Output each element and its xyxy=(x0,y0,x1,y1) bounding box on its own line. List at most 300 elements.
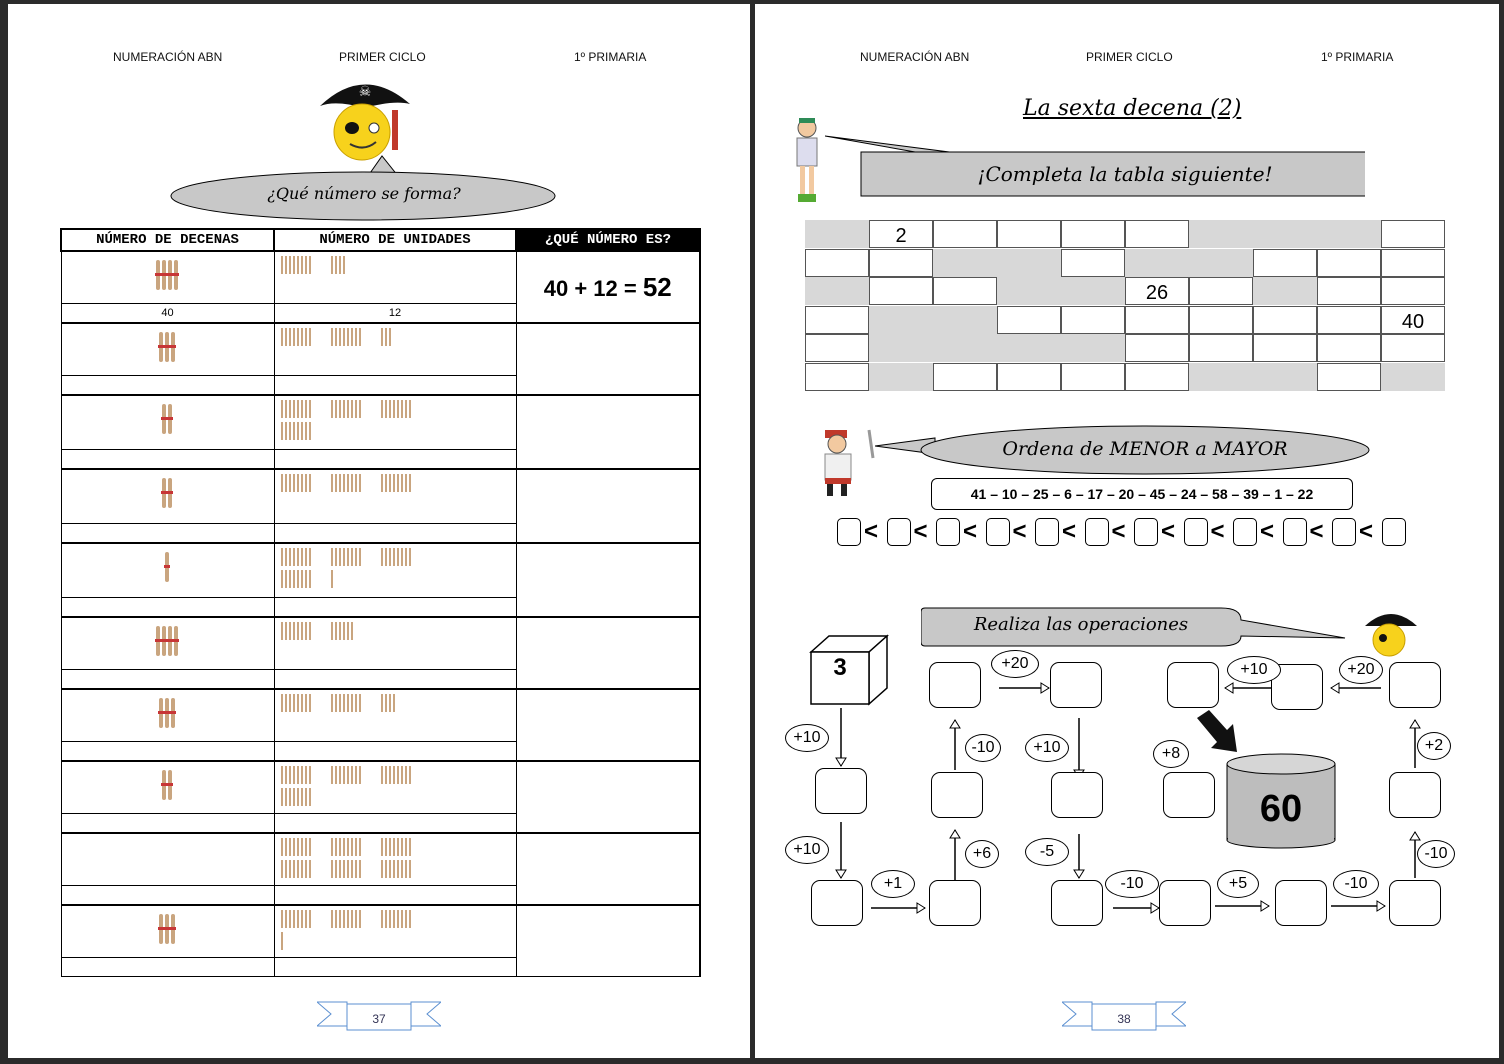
grid-cell xyxy=(997,334,1061,362)
ten-stick-icon xyxy=(162,478,166,508)
unit-stick-icon xyxy=(309,910,311,928)
grid-cell[interactable] xyxy=(869,277,933,305)
ten-stick-icon xyxy=(174,260,178,290)
operation-box[interactable] xyxy=(931,772,983,818)
unit-stick-icon xyxy=(397,766,399,784)
unit-stick-icon xyxy=(343,474,345,492)
units-write-line[interactable] xyxy=(275,449,516,468)
unit-stick-icon xyxy=(305,910,307,928)
unit-stick-icon xyxy=(339,694,341,712)
svg-text:☠: ☠ xyxy=(358,83,372,99)
unit-stick-icon xyxy=(331,910,333,928)
units-cell xyxy=(274,251,516,323)
unit-stick-icon xyxy=(389,474,391,492)
units-cell xyxy=(274,689,516,761)
grid-cell[interactable] xyxy=(1381,334,1445,362)
unit-stick-icon xyxy=(331,328,333,346)
arrow-head xyxy=(950,720,960,728)
tens-write-line[interactable] xyxy=(62,375,274,394)
unit-stick-icon xyxy=(347,838,349,856)
unit-stick-icon xyxy=(393,860,395,878)
tens-cell xyxy=(61,469,274,543)
unit-stick-icon xyxy=(331,400,333,418)
units-write-line[interactable] xyxy=(275,669,516,688)
operation-label: -10 xyxy=(965,734,1001,762)
unit-stick-icon xyxy=(331,570,333,588)
less-than-sign: < xyxy=(864,518,879,545)
unit-stick-icon xyxy=(297,838,299,856)
grid-cell[interactable] xyxy=(1061,306,1125,334)
grid-cell[interactable] xyxy=(1125,363,1189,391)
operation-box[interactable] xyxy=(1167,662,1219,708)
operation-box[interactable] xyxy=(815,768,867,814)
ten-stick-icon xyxy=(156,260,160,290)
unit-stick-icon xyxy=(343,694,345,712)
operation-label: +10 xyxy=(1227,656,1281,684)
operation-box[interactable] xyxy=(1051,880,1103,926)
grid-cell xyxy=(1061,277,1125,305)
unit-stick-icon xyxy=(351,860,353,878)
grid-cell[interactable] xyxy=(1317,249,1381,277)
unit-stick-icon xyxy=(339,400,341,418)
unit-stick-icon xyxy=(305,570,307,588)
unit-stick-icon xyxy=(335,838,337,856)
unit-stick-icon xyxy=(301,910,303,928)
unit-stick-icon xyxy=(289,788,291,806)
operation-box[interactable] xyxy=(929,880,981,926)
operation-label: +1 xyxy=(871,870,915,898)
unit-stick-icon xyxy=(297,548,299,566)
unit-stick-icon xyxy=(397,860,399,878)
unit-stick-icon xyxy=(297,622,299,640)
header-center: PRIMER CICLO xyxy=(339,50,426,64)
unit-stick-icon xyxy=(289,910,291,928)
unit-stick-icon xyxy=(347,910,349,928)
order-input-box[interactable] xyxy=(837,518,861,546)
unit-stick-icon xyxy=(297,328,299,346)
operation-box[interactable] xyxy=(811,880,863,926)
order-input-box[interactable] xyxy=(986,518,1010,546)
order-input-box[interactable] xyxy=(1233,518,1257,546)
unit-stick-icon xyxy=(339,766,341,784)
operation-label: -10 xyxy=(1417,840,1455,868)
ten-stick-icon xyxy=(168,478,172,508)
instruction-operations: Realiza las operaciones xyxy=(973,614,1189,635)
answer-cell[interactable] xyxy=(516,833,700,905)
unit-stick-icon xyxy=(355,910,357,928)
grid-cell xyxy=(1189,363,1253,391)
grid-cell[interactable] xyxy=(1125,306,1189,334)
unit-stick-icon xyxy=(385,838,387,856)
ten-stick-icon xyxy=(171,914,175,944)
unit-stick-icon xyxy=(293,910,295,928)
unit-stick-icon xyxy=(381,860,383,878)
unit-stick-icon xyxy=(347,474,349,492)
unit-stick-icon xyxy=(289,422,291,440)
operation-label: +8 xyxy=(1153,740,1189,768)
arrow-head xyxy=(1261,901,1269,911)
answer-cell[interactable] xyxy=(516,469,700,543)
units-write-line[interactable] xyxy=(275,813,516,832)
grid-cell xyxy=(1317,220,1381,248)
grid-cell[interactable] xyxy=(869,249,933,277)
speech-bubble-text: ¿Qué número se forma? xyxy=(267,184,461,203)
page-number: 38 xyxy=(1117,1012,1131,1026)
unit-stick-icon xyxy=(331,838,333,856)
unit-stick-icon xyxy=(351,328,353,346)
grid-cell[interactable] xyxy=(997,306,1061,334)
unit-stick-icon xyxy=(389,766,391,784)
unit-stick-icon xyxy=(301,422,303,440)
unit-stick-icon xyxy=(397,400,399,418)
unit-stick-icon xyxy=(281,694,283,712)
grid-cell[interactable] xyxy=(1381,277,1445,305)
grid-cell xyxy=(997,249,1061,277)
unit-stick-icon xyxy=(301,548,303,566)
unit-stick-icon xyxy=(309,694,311,712)
answer-cell xyxy=(516,251,700,323)
tens-cell xyxy=(61,833,274,905)
unit-stick-icon xyxy=(301,838,303,856)
unit-stick-icon xyxy=(335,400,337,418)
table-row xyxy=(61,469,700,543)
operation-label: +6 xyxy=(965,840,999,868)
unit-stick-icon xyxy=(359,400,361,418)
unit-stick-icon xyxy=(309,328,311,346)
col-answer-header: ¿QUÉ NÚMERO ES? xyxy=(516,229,700,251)
unit-stick-icon xyxy=(339,910,341,928)
unit-stick-icon xyxy=(389,328,391,346)
grid-cell[interactable]: 2 xyxy=(869,220,933,248)
header-left: NUMERACIÓN ABN xyxy=(113,50,223,64)
operation-box[interactable] xyxy=(1389,662,1441,708)
units-write-line[interactable] xyxy=(275,597,516,616)
grid-cell[interactable] xyxy=(1317,334,1381,362)
units-write-line[interactable] xyxy=(275,741,516,760)
unit-stick-icon xyxy=(397,548,399,566)
unit-stick-icon xyxy=(335,910,337,928)
unit-stick-icon xyxy=(293,570,295,588)
unit-stick-icon xyxy=(385,766,387,784)
unit-stick-icon xyxy=(331,622,333,640)
arrow-head xyxy=(1410,832,1420,840)
unit-stick-icon xyxy=(385,910,387,928)
operation-label: +5 xyxy=(1217,870,1259,898)
units-write-line[interactable] xyxy=(275,523,516,542)
grid-cell[interactable] xyxy=(1317,306,1381,334)
unit-stick-icon xyxy=(285,256,287,274)
operation-box[interactable] xyxy=(1050,662,1102,708)
units-label: 12 xyxy=(275,303,516,322)
unit-stick-icon xyxy=(381,766,383,784)
operation-box[interactable] xyxy=(1051,772,1103,818)
grid-cell[interactable] xyxy=(1189,277,1253,305)
unit-stick-icon xyxy=(351,400,353,418)
less-than-sign: < xyxy=(1309,518,1324,545)
unit-stick-icon xyxy=(405,860,407,878)
grid-cell[interactable] xyxy=(997,363,1061,391)
operation-box[interactable] xyxy=(1159,880,1211,926)
unit-stick-icon xyxy=(301,788,303,806)
operation-label: +20 xyxy=(1339,656,1383,684)
grid-cell[interactable] xyxy=(1061,220,1125,248)
ten-stick-icon xyxy=(168,626,172,656)
ten-stick-icon xyxy=(168,404,172,434)
grid-cell[interactable] xyxy=(933,277,997,305)
unit-stick-icon xyxy=(281,400,283,418)
unit-stick-icon xyxy=(309,766,311,784)
unit-stick-icon xyxy=(393,910,395,928)
unit-stick-icon xyxy=(285,474,287,492)
operation-box[interactable] xyxy=(929,662,981,708)
unit-stick-icon xyxy=(293,622,295,640)
grid-cell[interactable] xyxy=(1125,220,1189,248)
ten-stick-icon xyxy=(165,698,169,728)
grid-cell[interactable] xyxy=(1317,363,1381,391)
grid-cell xyxy=(1061,334,1125,362)
grid-cell xyxy=(1189,220,1253,248)
grid-cell[interactable] xyxy=(1061,363,1125,391)
less-than-sign: < xyxy=(1161,518,1176,545)
arrow-head xyxy=(1151,903,1159,913)
grid-cell xyxy=(1253,220,1317,248)
grid-cell[interactable] xyxy=(1253,334,1317,362)
header-right: 1º PRIMARIA xyxy=(574,50,647,64)
ten-stick-icon xyxy=(162,260,166,290)
unit-stick-icon xyxy=(285,788,287,806)
units-write-line[interactable] xyxy=(275,885,516,904)
grid-cell[interactable] xyxy=(805,306,869,334)
less-than-sign: < xyxy=(1359,518,1374,545)
unit-stick-icon xyxy=(359,694,361,712)
arrow-head xyxy=(1074,870,1084,878)
grid-cell[interactable] xyxy=(1381,249,1445,277)
order-input-box[interactable] xyxy=(936,518,960,546)
unit-stick-icon xyxy=(343,400,345,418)
tens-write-line[interactable] xyxy=(62,813,274,832)
tens-label: 40 xyxy=(62,303,274,322)
unit-stick-icon xyxy=(289,328,291,346)
unit-stick-icon xyxy=(343,548,345,566)
unit-stick-icon xyxy=(339,328,341,346)
unit-stick-icon xyxy=(347,548,349,566)
tens-cell xyxy=(61,251,274,323)
unit-stick-icon xyxy=(409,910,411,928)
unit-stick-icon xyxy=(355,400,357,418)
unit-stick-icon xyxy=(355,548,357,566)
grid-cell[interactable] xyxy=(1061,249,1125,277)
table-row xyxy=(61,833,700,905)
answer-cell[interactable] xyxy=(516,543,700,617)
tens-write-line[interactable] xyxy=(62,957,274,976)
unit-stick-icon xyxy=(297,400,299,418)
unit-stick-icon xyxy=(351,474,353,492)
unit-stick-icon xyxy=(381,838,383,856)
answer-cell[interactable] xyxy=(516,395,700,469)
units-cell xyxy=(274,543,516,617)
grid-cell[interactable] xyxy=(805,334,869,362)
arrow-head xyxy=(950,830,960,838)
grid-cell[interactable] xyxy=(805,363,869,391)
unit-stick-icon xyxy=(401,838,403,856)
tens-write-line[interactable] xyxy=(62,885,274,904)
grid-cell[interactable] xyxy=(1125,334,1189,362)
grid-cell xyxy=(933,334,997,362)
unit-stick-icon xyxy=(393,766,395,784)
unit-stick-icon xyxy=(305,422,307,440)
pirate-girl-icon xyxy=(787,114,827,206)
units-write-line[interactable] xyxy=(275,957,516,976)
grid-cell xyxy=(1381,363,1445,391)
less-than-sign: < xyxy=(963,518,978,545)
grid-cell[interactable] xyxy=(933,363,997,391)
header-center: PRIMER CICLO xyxy=(1086,50,1173,64)
unit-stick-icon xyxy=(305,860,307,878)
grid-cell[interactable] xyxy=(1381,220,1445,248)
operation-box[interactable] xyxy=(1389,772,1441,818)
order-input-box[interactable] xyxy=(1134,518,1158,546)
unit-stick-icon xyxy=(281,570,283,588)
operation-label: +20 xyxy=(991,650,1039,678)
operation-box[interactable] xyxy=(1163,772,1215,818)
cylinder-value: 60 xyxy=(1259,788,1303,830)
unit-stick-icon xyxy=(347,694,349,712)
grid-cell[interactable] xyxy=(997,220,1061,248)
answer-cell[interactable] xyxy=(516,323,700,395)
operation-box[interactable] xyxy=(1389,880,1441,926)
operation-label: -5 xyxy=(1025,838,1069,866)
grid-cell xyxy=(1253,363,1317,391)
less-than-sign: < xyxy=(1062,518,1077,545)
unit-stick-icon xyxy=(305,474,307,492)
unit-stick-icon xyxy=(309,860,311,878)
unit-stick-icon xyxy=(305,694,307,712)
grid-cell xyxy=(805,277,869,305)
order-input-box[interactable] xyxy=(887,518,911,546)
grid-cell xyxy=(1189,249,1253,277)
unit-stick-icon xyxy=(309,400,311,418)
units-write-line[interactable] xyxy=(275,375,516,394)
unit-stick-icon xyxy=(281,838,283,856)
grid-cell[interactable] xyxy=(805,249,869,277)
unit-stick-icon xyxy=(297,910,299,928)
units-cell xyxy=(274,833,516,905)
unit-stick-icon xyxy=(401,400,403,418)
grid-cell xyxy=(869,306,933,334)
unit-stick-icon xyxy=(297,766,299,784)
unit-stick-icon xyxy=(401,860,403,878)
order-input-box[interactable] xyxy=(1184,518,1208,546)
answer-cell[interactable] xyxy=(516,761,700,833)
unit-stick-icon xyxy=(335,548,337,566)
unit-stick-icon xyxy=(409,860,411,878)
grid-cell[interactable] xyxy=(1189,306,1253,334)
order-input-box[interactable] xyxy=(1332,518,1356,546)
order-input-box[interactable] xyxy=(1035,518,1059,546)
tens-write-line[interactable] xyxy=(62,597,274,616)
tens-cell xyxy=(61,323,274,395)
unit-stick-icon xyxy=(343,860,345,878)
unit-stick-icon xyxy=(335,622,337,640)
unit-stick-icon xyxy=(393,474,395,492)
grid-cell[interactable] xyxy=(933,220,997,248)
grid-cell[interactable] xyxy=(1317,277,1381,305)
unit-stick-icon xyxy=(305,788,307,806)
unit-stick-icon xyxy=(359,860,361,878)
unit-stick-icon xyxy=(309,788,311,806)
unit-stick-icon xyxy=(293,256,295,274)
unit-stick-icon xyxy=(285,570,287,588)
grid-cell[interactable] xyxy=(1253,306,1317,334)
unit-stick-icon xyxy=(389,694,391,712)
unit-stick-icon xyxy=(381,328,383,346)
unit-stick-icon xyxy=(347,860,349,878)
unit-stick-icon xyxy=(297,570,299,588)
unit-stick-icon xyxy=(331,694,333,712)
unit-stick-icon xyxy=(309,838,311,856)
grid-cell[interactable]: 26 xyxy=(1125,277,1189,305)
unit-stick-icon xyxy=(281,788,283,806)
tens-cell xyxy=(61,905,274,977)
tens-cell xyxy=(61,761,274,833)
unit-stick-icon xyxy=(297,474,299,492)
tens-write-line[interactable] xyxy=(62,741,274,760)
answer-cell[interactable] xyxy=(516,905,700,977)
unit-stick-icon xyxy=(355,328,357,346)
grid-cell[interactable]: 40 xyxy=(1381,306,1445,334)
unit-stick-icon xyxy=(343,838,345,856)
order-input-box[interactable] xyxy=(1085,518,1109,546)
unit-stick-icon xyxy=(385,474,387,492)
answer-cell[interactable] xyxy=(516,689,700,761)
tens-write-line[interactable] xyxy=(62,669,274,688)
units-cell xyxy=(274,395,516,469)
less-than-sign: < xyxy=(913,518,928,545)
unit-stick-icon xyxy=(289,474,291,492)
unit-stick-icon xyxy=(285,694,287,712)
grid-cell[interactable] xyxy=(1189,334,1253,362)
unit-stick-icon xyxy=(285,766,287,784)
unit-stick-icon xyxy=(393,400,395,418)
tens-write-line[interactable] xyxy=(62,449,274,468)
unit-stick-icon xyxy=(339,622,341,640)
unit-stick-icon xyxy=(293,838,295,856)
grid-cell xyxy=(805,220,869,248)
operation-box[interactable] xyxy=(1275,880,1327,926)
unit-stick-icon xyxy=(293,860,295,878)
tens-write-line[interactable] xyxy=(62,523,274,542)
unit-stick-icon xyxy=(305,256,307,274)
order-input-box[interactable] xyxy=(1382,518,1406,546)
unit-stick-icon xyxy=(335,860,337,878)
unit-stick-icon xyxy=(351,838,353,856)
unit-stick-icon xyxy=(293,400,295,418)
tens-cell xyxy=(61,395,274,469)
unit-stick-icon xyxy=(293,694,295,712)
unit-stick-icon xyxy=(301,860,303,878)
operation-label: +10 xyxy=(785,724,829,752)
unit-stick-icon xyxy=(359,548,361,566)
answer-cell[interactable] xyxy=(516,617,700,689)
unit-stick-icon xyxy=(289,860,291,878)
ten-stick-icon xyxy=(168,260,172,290)
unit-stick-icon xyxy=(335,328,337,346)
unit-stick-icon xyxy=(397,474,399,492)
unit-stick-icon xyxy=(389,910,391,928)
order-input-box[interactable] xyxy=(1283,518,1307,546)
instruction-order: Ordena de MENOR a MAYOR xyxy=(1002,438,1288,460)
grid-cell[interactable] xyxy=(1253,249,1317,277)
